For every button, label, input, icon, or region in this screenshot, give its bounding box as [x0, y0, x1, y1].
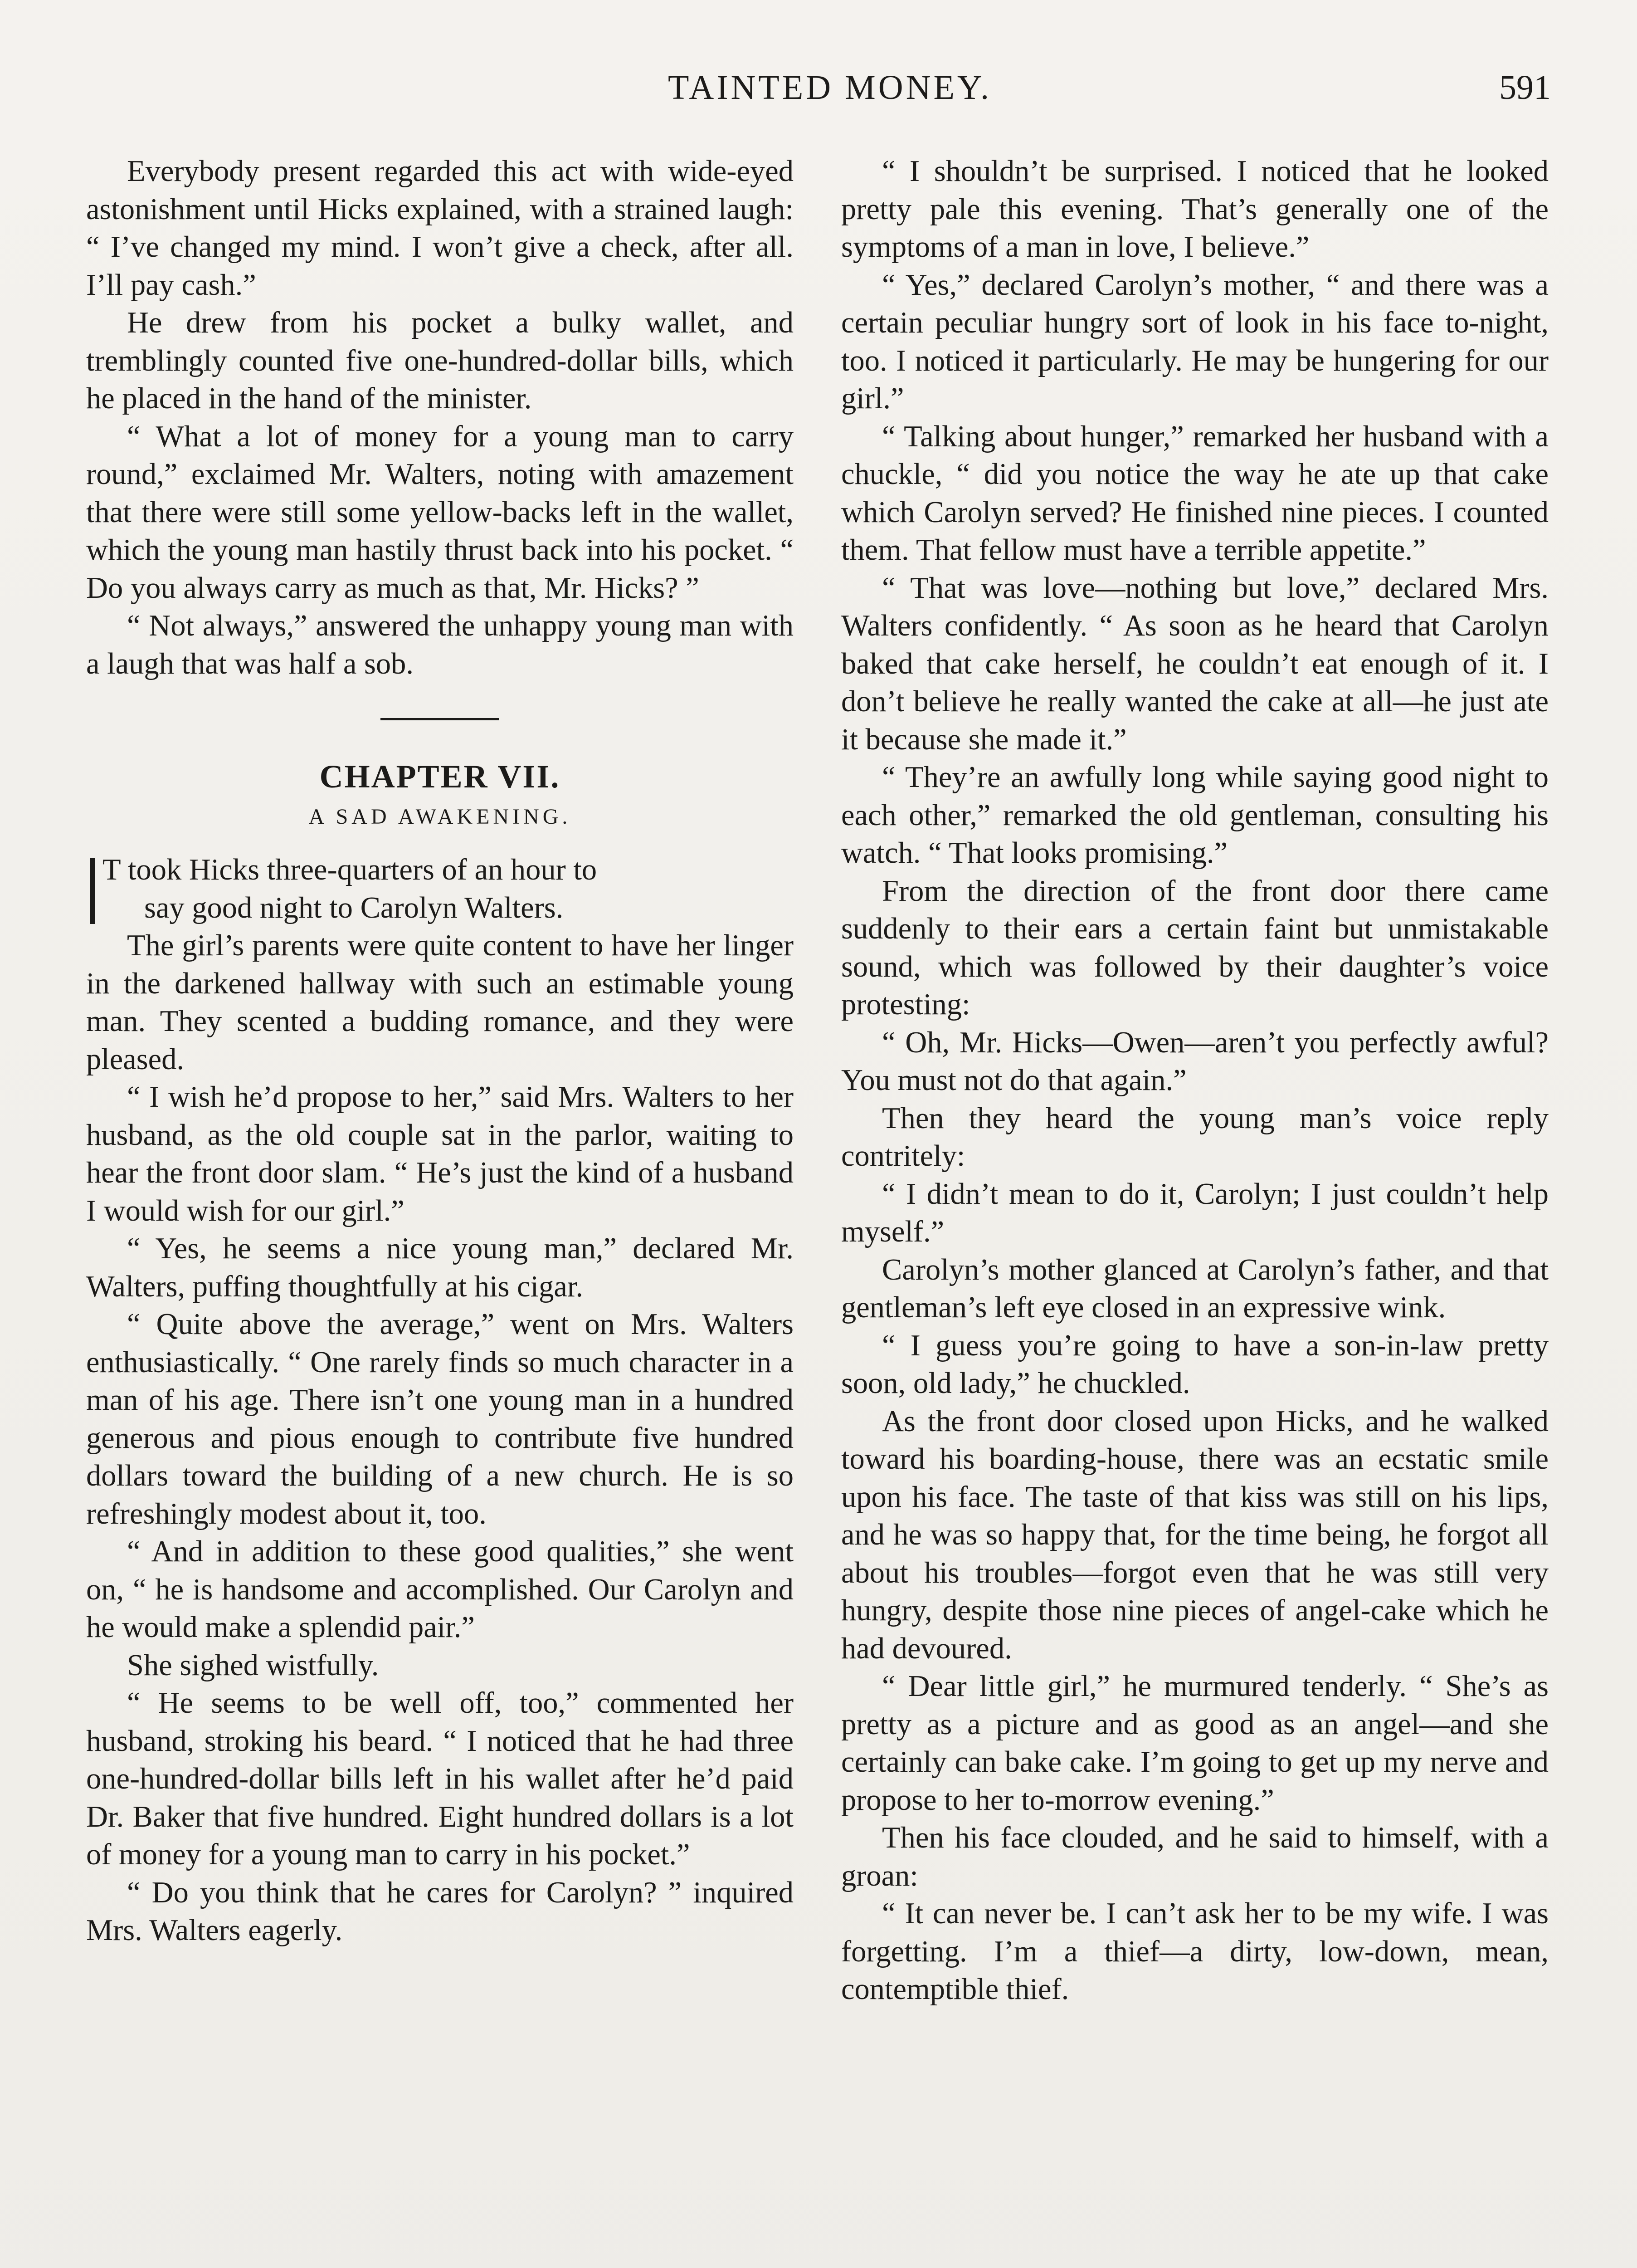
right-column: [841, 152, 1549, 2009]
paragraph: The girl’s parents were quite content to have her linger in the darkened hallway with such an estimable young man. They scented a budding romance, and they were pleased.: [86, 929, 794, 1076]
section-divider: [380, 718, 499, 720]
running-title: TAINTED MONEY.: [667, 68, 992, 107]
paragraph: “ They’re an awfully long while saying good night to each other,” remarked the old gentleman, consulting his watch. “ That looks promising.”: [841, 761, 1549, 870]
paragraph: “ Not always,” answered the unhappy young man with a laugh that was half a sob.: [86, 609, 794, 680]
paragraph: “ It can never be. I can’t ask her to be my wife. I was forgetting. I’m a thief—a dirty, low-down, mean, contemptible thief.: [841, 1897, 1549, 2006]
paragraph: “ What a lot of money for a young man to carry round,” exclaimed Mr. Walters, noting with amazement that there were still some yellow-backs left in the wallet, which the young man hastily thrust back into his pocket. “ Do you always carry as much as that, Mr. Hicks? ”: [86, 420, 794, 605]
paragraph: “ Do you think that he cares for Carolyn? ” inquired Mrs. Walters eagerly.: [86, 1876, 794, 1947]
paragraph: He drew from his pocket a bulky wallet, and tremblingly counted five one-hundred-dollar bills, which he placed in the hand of the minister.: [86, 306, 794, 415]
paragraph: Everybody present regarded this act with wide-eyed astonishment until Hicks explained, with a strained laugh: “ I’ve changed my mind. I won’t give a check, after all. I’ll pay cash.”: [86, 155, 794, 302]
chapter-subtitle: A SAD AWAKENING.: [308, 805, 571, 829]
paragraph: Then his face clouded, and he said to himself, with a groan:: [841, 1821, 1549, 1892]
paragraph: “ He seems to be well off, too,” commented her husband, stroking his beard. “ I noticed that he had three one-hundred-dollar bills left in his wallet after he’d paid Dr. Baker that five hundred. Eight hundred dollars is a lot of money for a young man to carry in his pocket.”: [86, 1686, 794, 1871]
paragraph: “ Oh, Mr. Hicks—Owen—aren’t you perfectly awful? You must not do that again.”: [841, 1026, 1549, 1097]
paragraph: She sighed wistfully.: [127, 1648, 379, 1682]
paragraph: “ I wish he’d propose to her,” said Mrs. Walters to her husband, as the old couple sat in the parlor, waiting to hear the front door slam. “ He’s just the kind of a husband I would wish for our girl.”: [86, 1080, 794, 1227]
paragraph: As the front door closed upon Hicks, and he walked toward his boarding-house, there was an ecstatic smile upon his face. The taste of that kiss was still on his lips, and he was so happy that, for the time being, he forgot all about his troubles—forgot even that he was still very hungry, despite those nine pieces of angel-cake which he had devoured.: [841, 1404, 1549, 1665]
paragraph: From the direction of the front door there came suddenly to their ears a certain faint but unmistakable sound, which was followed by their daughter’s voice protesting:: [841, 874, 1549, 1021]
paragraph: “ And in addition to these good qualities,” she went on, “ he is handsome and accomplished. Our Carolyn and he would make a splendid pair.”: [86, 1535, 794, 1644]
paragraph: Then they heard the young man’s voice reply contritely:: [841, 1101, 1549, 1173]
paragraph: Carolyn’s mother glanced at Carolyn’s father, and that gentleman’s left eye closed in an expressive wink.: [841, 1253, 1549, 1324]
drop-cap-i: [90, 858, 95, 924]
paragraph: “ Yes, he seems a nice young man,” declared Mr. Walters, puffing thoughtfully at his cigar.: [86, 1232, 794, 1303]
chapter-opening: [86, 851, 794, 927]
chapter-title: CHAPTER VII.: [319, 758, 560, 795]
left-column: [86, 152, 794, 1950]
paragraph: “ Quite above the average,” went on Mrs. Walters enthusiastically. “ One rarely finds so much character in a man of his age. There isn’t one young man in a hundred generous and pious enough to contribute five hundred dollars toward the building of a new church. He is so refreshingly modest about it, too.: [86, 1308, 794, 1530]
paragraph: “ Talking about hunger,” remarked her husband with a chuckle, “ did you notice the way he ate up that cake which Carolyn served? He finished nine pieces. I counted them. That fellow must have a terrible appetite.”: [841, 420, 1549, 567]
page-number: 591: [1499, 68, 1551, 107]
paragraph: “ Yes,” declared Carolyn’s mother, “ and there was a certain peculiar hungry sort of look in his face to-night, too. I noticed it particularly. He may be hungering for our girl.”: [841, 268, 1549, 415]
paragraph: “ I didn’t mean to do it, Carolyn; I just couldn’t help myself.”: [841, 1177, 1549, 1248]
paragraph: “ I guess you’re going to have a son-in-law pretty soon, old lady,” he chuckled.: [841, 1329, 1549, 1400]
opening-line: say good night to Carolyn Walters.: [144, 891, 564, 924]
opening-line: T took Hicks three-quarters of an hour to: [102, 853, 597, 886]
paragraph: “ I shouldn’t be surprised. I noticed that he looked pretty pale this evening. That’s generally one of the symptoms of a man in love, I believe.”: [841, 155, 1549, 264]
paragraph: “ Dear little girl,” he murmured tenderly. “ She’s as pretty as a picture and as good as an angel—and she certainly can bake cake. I’m going to get up my nerve and propose to her to-morrow evening.”: [841, 1670, 1549, 1817]
paragraph: “ That was love—nothing but love,” declared Mrs. Walters confidently. “ As soon as he heard that Carolyn baked that cake herself, he couldn’t eat enough of it. I don’t believe he really wanted the cake at all—he just ate it because she made it.”: [841, 571, 1549, 756]
